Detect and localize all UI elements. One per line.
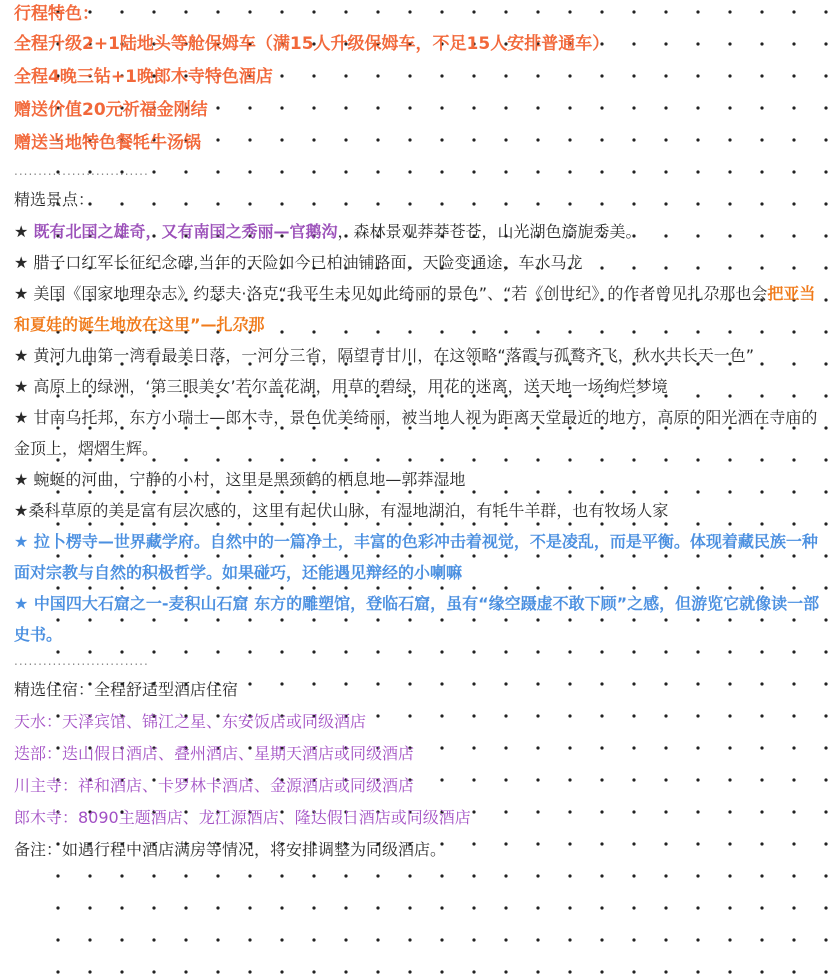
spot-highlight: 既有北国之雄奇，又有南国之秀丽—官鹅沟	[33, 222, 338, 241]
spot-item	[14, 216, 822, 247]
spot-item: ★ 蜿蜒的河曲，宁静的小村，这里是黑颈鹤的栖息地—郭莽湿地	[14, 470, 466, 489]
dotted-divider: ............................	[14, 164, 149, 178]
spot-item: ★ 黄河九曲第一湾看最美日落，一河分三省，隔望青甘川，在这领略“落霞与孤鹜齐飞，秋水共长天一色”	[14, 346, 755, 365]
spot-item: ★ 高原上的绿洲，‘第三眼美女’若尔盖花湖，用草的碧绿，用花的迷离，送天地一场绚烂梦境	[14, 377, 668, 396]
lodging-section	[14, 674, 822, 866]
spot-item: ★ 腊子口红军长征纪念碑,当年的天险如今已柏油铺路面，天险变通途，车水马龙	[14, 253, 583, 272]
spots-section	[14, 184, 822, 650]
spot-text: ，森林景观莽莽苍苍，山光湖色旖旎秀美。	[337, 222, 642, 241]
spot-item: ★ 中国四大石窟之一-麦积山石窟 东方的雕塑馆，登临石窟，虽有“缘空蹑虚不敢下顾”之感，但游览它就像读一部史书。	[14, 594, 820, 644]
spot-text: ★ 美国《国家地理杂志》约瑟夫·洛克“我平生未见如此绮丽的景色”、“若《创世纪》的作者曾见扎尕那也会	[14, 284, 768, 303]
hotel-item: 迭部：迭山假日酒店、叠州酒店、星期天酒店或同级酒店	[14, 744, 415, 763]
spot-item	[14, 278, 822, 340]
feature-item: 全程4晚三钻+1晚郎木寺特色酒店	[14, 67, 273, 87]
hotel-item: 川主寺：祥和酒店、卡罗林卡酒店、金源酒店或同级酒店	[14, 776, 415, 795]
lodging-note: 备注：如遇行程中酒店满房等情况，将安排调整为同级酒店。	[14, 840, 447, 859]
hotel-item: 郎木寺：8090主题酒店、龙江源酒店、隆达假日酒店或同级酒店	[14, 808, 471, 827]
features-title: 行程特色：	[14, 4, 99, 24]
features-section	[14, 0, 822, 160]
feature-item: 赠送价值20元祈福金刚结	[14, 100, 208, 120]
spots-title: 精选景点：	[14, 190, 95, 209]
lodging-title: 精选住宿：全程舒适型酒店住宿	[14, 680, 239, 699]
spot-item: ★桑科草原的美是富有层次感的，这里有起伏山脉，有湿地湖泊，有牦牛羊群，也有牧场人家	[14, 501, 669, 520]
star-icon: ★	[14, 222, 34, 241]
feature-item: 赠送当地特色餐牦牛汤锅	[14, 133, 201, 153]
hotel-item: 天水：天泽宾馆、锦江之星、东安饭店或同级酒店	[14, 712, 367, 731]
spot-highlight: 把亚当和夏娃的诞生地放在这里”—扎尕那	[14, 284, 816, 334]
spot-item: ★ 甘南乌托邦，东方小瑞士—郎木寺，景色优美绮丽，被当地人视为距离天堂最近的地方，高原的阳光洒在寺庙的金顶上，熠熠生辉。	[14, 408, 818, 458]
dotted-divider: ............................	[14, 654, 149, 668]
feature-item: 全程升级2+1陆地头等舱保姆车（满15人升级保姆车，不足15人安排普通车）	[14, 34, 610, 54]
spot-item: ★ 拉卜楞寺—世界藏学府。自然中的一篇净土，丰富的色彩冲击着视觉，不是凌乱，而是平衡。体现着藏民族一种面对宗教与自然的积极哲学。如果碰巧，还能遇见辩经的小喇嘛	[14, 532, 818, 582]
